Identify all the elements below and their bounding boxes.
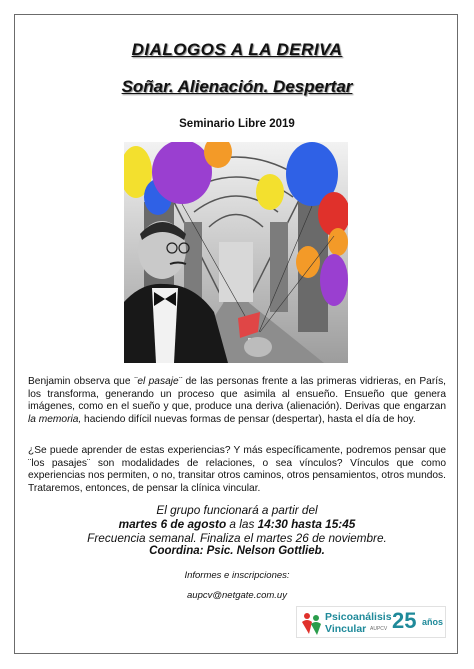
schedule-line1: El grupo funcionará a partir del: [156, 503, 318, 517]
logo-anniversary-years: años: [422, 617, 444, 627]
poster-photo: [124, 142, 348, 363]
logo-text-line2: Vincular: [325, 623, 367, 635]
organization-logo: [296, 606, 446, 638]
logo-anniversary-number: 25: [392, 608, 417, 633]
logo-text-line1: Psicoanálisis: [325, 611, 392, 623]
info-label: Informes e inscripciones:: [184, 570, 290, 581]
intro-text-c: haciendo difícil nuevas formas de pensar (despertar), hasta el día de hoy.: [81, 413, 416, 425]
schedule-block: [0, 503, 474, 545]
intro-emphasis-memoria: la memoria,: [28, 413, 82, 425]
schedule-line3: Frecuencia semanal. Finaliza el martes 26 de noviembre.: [87, 531, 387, 545]
poster-subtitle: Soñar. Alienación. Despertar: [121, 77, 353, 96]
contact-email[interactable]: aupcv@netgate.com.uy: [187, 590, 287, 601]
intro-text-b: de las personas frente a las primeras vidrieras, en París, los transforma, generando un proceso que asimila al ensueño. Ensueño que genera imágenes, como en el sueño y que, produce una deriva (alienación). Derivas que engarzan: [28, 376, 446, 412]
coordinator-line: Coordina: Psic. Nelson Gottlieb.: [149, 545, 325, 557]
photo-illustration: [124, 142, 348, 363]
seminar-label: Seminario Libre 2019: [179, 118, 295, 130]
logo-org-abbrev: AUPCV: [370, 626, 388, 632]
intro-emphasis-pasaje: ¨el pasaje¨: [133, 376, 183, 387]
schedule-date: martes 6 de agosto: [118, 517, 227, 531]
logo-figures-icon: [299, 608, 325, 638]
schedule-time: 14:30 hasta 15:45: [257, 517, 356, 531]
poster-title: DIALOGOS A LA DERIVA: [131, 40, 343, 59]
schedule-line2: [0, 517, 474, 531]
paragraph-questions: ¿Se puede aprender de estas experiencias? Y más específicamente, podremos pensar que ¨los pasajes¨ son modalidades de relaciones, o sea vínculos? Vínculos que como experiencias nos permiten, o no, transitar otros caminos, otros pensamientos, otros mundos. Trataremos, entonces, de pensar la clínica vincular.: [28, 445, 446, 494]
paragraph-intro: [28, 376, 446, 426]
intro-text-a: Benjamin observa que: [28, 376, 134, 387]
schedule-connector: a las: [226, 517, 258, 531]
